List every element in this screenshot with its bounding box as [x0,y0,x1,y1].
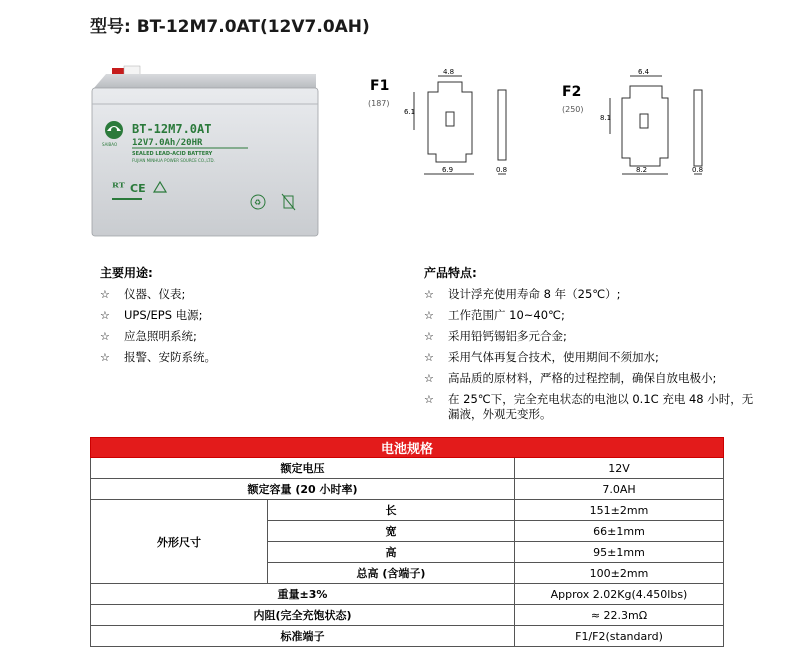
battery-model: BT-12M7.0AT [132,122,212,136]
star-icon: ☆ [424,393,434,406]
star-icon: ☆ [100,330,110,343]
features-heading: 产品特点: [424,266,477,280]
weight-value: Approx 2.02Kg(4.450lbs) [515,584,724,605]
features-section [424,264,754,428]
f1-thickness-dim: 0.8 [496,166,508,174]
svg-text:♻: ♻ [254,198,262,207]
battery-image [88,60,322,242]
rated-voltage-label: 额定电压 [91,458,515,479]
uses-list [100,287,380,365]
table-row [91,584,724,605]
f2-code: (250) [562,105,584,114]
list-item: ☆ 采用铅钙锡铝多元合金; [424,329,567,343]
list-item: ☆ 仪器、仪表; [100,287,186,301]
size-label: 外形尺寸 [91,500,268,584]
total-height-value: 100±2mm [515,563,724,584]
bin-icon [282,194,295,210]
spec-table [90,437,724,647]
battery-brand: SAIBAO [102,142,118,147]
star-icon: ☆ [424,351,434,364]
list-item: ☆ 采用气体再复合技术，使用期间不须加水; [424,350,659,364]
f2-side-dim: 8.1 [600,114,612,122]
resistance-label: 内阻(完全充饱状态) [91,605,515,626]
star-icon: ☆ [424,309,434,322]
height-label: 高 [268,542,515,563]
f1-code: (187) [368,99,390,108]
brand-logo [105,121,123,139]
uses-section [100,264,380,371]
capacity-value: 7.0AH [515,479,724,500]
rated-voltage-value: 12V [515,458,724,479]
table-row [91,626,724,647]
star-icon: ☆ [424,372,434,385]
spec-table-title: 电池规格 [91,438,724,458]
terminal-value: F1/F2(standard) [515,626,724,647]
list-item: ☆ 应急照明系统; [100,329,197,343]
capacity-label: 额定容量 (20 小时率) [91,479,515,500]
terminal-dimension-drawings [362,62,762,192]
total-height-label: 总高 (含端子) [268,563,515,584]
height-value: 95±1mm [515,542,724,563]
resistance-value: ≈ 22.3mΩ [515,605,724,626]
f2-top-dim: 6.4 [638,68,650,76]
battery-maker: FUJIAN MINHUA POWER SOURCE CO.,LTD. [132,158,215,163]
f2-bottom-dim: 8.2 [636,166,648,174]
table-row [91,458,724,479]
table-row [91,479,724,500]
svg-text:CE: CE [130,182,146,195]
f1-label: F1 [370,78,390,94]
f1-bottom-dim: 6.9 [442,166,454,174]
list-item: ☆ UPS/EPS 电源; [100,308,203,322]
f1-side-dim: 6.1 [404,108,416,116]
list-item: ☆ 工作范围广 10~40℃; [424,308,565,322]
length-value: 151±2mm [515,500,724,521]
list-item: ☆ 在 25℃下，完全充电状态的电池以 0.1C 充电 48 小时，无漏液，外观无变形。 [424,392,754,421]
page-title: 型号: BT-12M7.0AT(12V7.0AH) [90,17,370,37]
star-icon: ☆ [100,288,110,301]
f2-thickness-dim: 0.8 [692,166,704,174]
star-icon: ☆ [100,309,110,322]
list-item: ☆ 设计浮充使用寿命 8 年（25℃）; [424,287,621,301]
table-row [91,605,724,626]
star-icon: ☆ [100,351,110,364]
svg-text:ᴿᵁ: ᴿᵁ [112,181,125,196]
list-item: ☆ 高品质的原材料，严格的过程控制，确保自放电极小; [424,371,717,385]
battery-rating: 12V7.0Ah/20HR [132,138,203,148]
weight-label: 重量±3% [91,584,515,605]
battery-type: SEALED LEAD-ACID BATTERY [132,151,213,157]
list-item: ☆ 报警、安防系统。 [100,350,216,364]
table-row [91,500,724,521]
uses-heading: 主要用途: [100,266,153,280]
width-value: 66±1mm [515,521,724,542]
table-header-row [91,438,724,458]
star-icon: ☆ [424,288,434,301]
width-label: 宽 [268,521,515,542]
length-label: 长 [268,500,515,521]
f1-top-dim: 4.8 [443,68,455,76]
f2-label: F2 [562,84,582,100]
features-list [424,287,754,422]
terminal-label: 标准端子 [91,626,515,647]
star-icon: ☆ [424,330,434,343]
